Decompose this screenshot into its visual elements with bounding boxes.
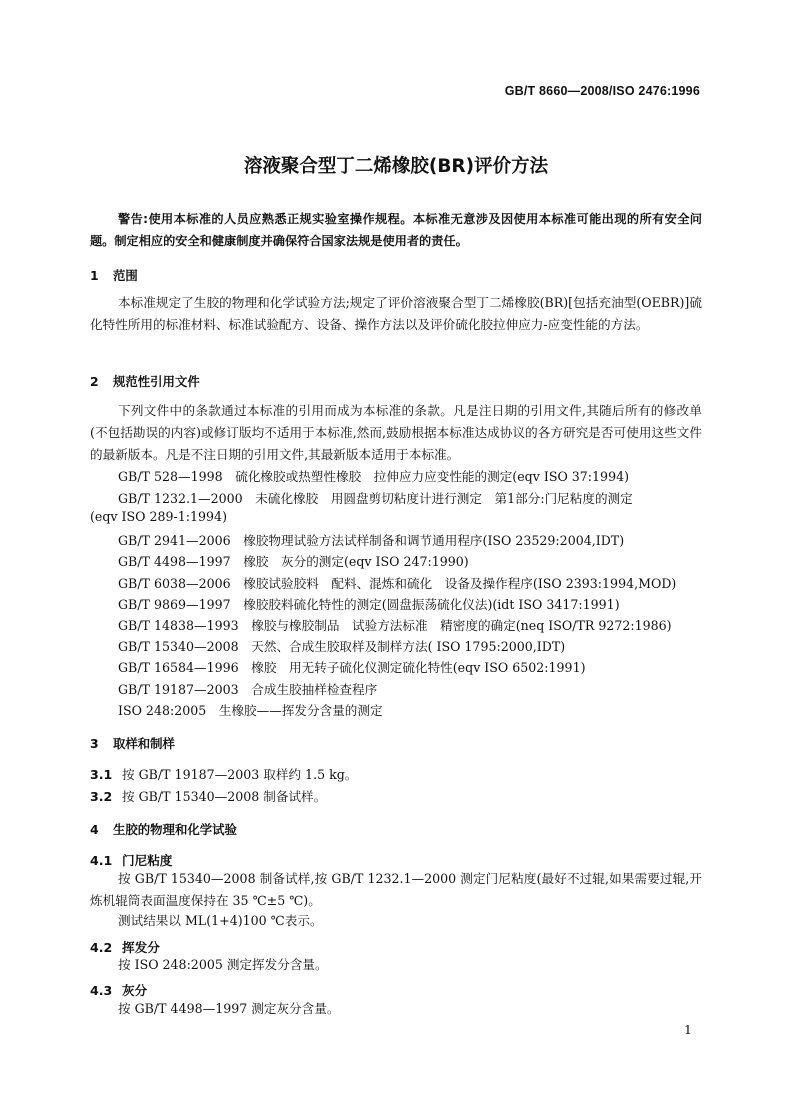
section-number: 4 — [90, 822, 99, 837]
clause-number: 4.2 — [90, 940, 113, 955]
clause-title: 挥发分 — [122, 940, 160, 955]
section-number: 3 — [90, 736, 99, 751]
section-number: 1 — [90, 268, 99, 283]
section-title: 生胶的物理和化学试验 — [113, 822, 237, 837]
reference-item: GB/T 19187—2003 合成生胶抽样检查程序 — [118, 682, 378, 697]
section-4-heading — [90, 820, 237, 838]
safety-warning: 警告:使用本标准的人员应熟悉正规实验室操作规程。本标准无意涉及因使用本标准可能出现的所有安全问题。制定相应的安全和健康制度并确保符合国家法规是使用者的责任。 — [90, 212, 702, 248]
section-title: 取样和制样 — [113, 736, 175, 751]
standard-code-header: GB/T 8660—2008/ISO 2476:1996 — [504, 84, 700, 98]
section-2-heading — [90, 372, 200, 390]
section-number: 2 — [90, 374, 99, 389]
clause-4-3-body: 按 GB/T 4498—1997 测定灰分含量。 — [118, 1001, 340, 1016]
reference-item: GB/T 2941—2006 橡胶物理试验方法试样制备和调节通用程序(ISO 23529:2004,IDT) — [118, 533, 625, 548]
reference-item: GB/T 6038—2006 橡胶试验胶料 配料、混炼和硫化 设备及操作程序(ISO 2393:1994,MOD) — [118, 576, 677, 591]
section-title: 规范性引用文件 — [113, 374, 200, 389]
clause-4-3-heading — [90, 980, 147, 999]
clause-text: 按 GB/T 15340—2008 制备试样。 — [122, 789, 327, 804]
clause-4-1-note: 测试结果以 ML(1+4)100 ℃表示。 — [118, 913, 323, 928]
section-2-body: 下列文件中的条款通过本标准的引用而成为本标准的条款。凡是注日期的引用文件,其随后所有的修改单(不包括勘误的内容)或修订版均不适用于本标准,然而,鼓励根据本标准达成协议的各方研究是否可使用这些文件的最新版本。凡是不注日期的引用文件,其最新版本适用于本标准。 — [90, 403, 702, 462]
section-1-heading — [90, 266, 138, 284]
section-1-body: 本标准规定了生胶的物理和化学试验方法;规定了评价溶液聚合型丁二烯橡胶(BR)[包括充油型(OEBR)]硫化特性所用的标准材料、标准试验配方、设备、操作方法以及评价硫化胶拉伸应力-应变性能的方法。 — [90, 295, 702, 332]
clause-text: 按 GB/T 19187—2003 取样约 1.5 kg。 — [122, 767, 358, 782]
reference-item: GB/T 9869—1997 橡胶胶料硫化特性的测定(圆盘振荡硫化仪法)(idt ISO 3417:1991) — [118, 597, 620, 612]
reference-item: GB/T 528—1998 硫化橡胶或热塑性橡胶 拉伸应力应变性能的测定(eqv ISO 37:1994) — [118, 469, 630, 484]
reference-item: GB/T 4498—1997 橡胶 灰分的测定(eqv ISO 247:1990) — [118, 554, 469, 569]
reference-item-continuation: (eqv ISO 289-1:1994) — [90, 509, 227, 524]
clause-number: 3.1 — [90, 767, 113, 782]
reference-item: GB/T 16584—1996 橡胶 用无转子硫化仪测定硫化特性(eqv ISO 6502:1991) — [118, 660, 586, 675]
clause-3-1 — [90, 764, 357, 783]
clause-number: 3.2 — [90, 789, 113, 804]
reference-item: ISO 248:2005 生橡胶——挥发分含量的测定 — [118, 703, 383, 718]
document-title: 溶液聚合型丁二烯橡胶(BR)评价方法 — [243, 156, 549, 177]
reference-item: GB/T 15340—2008 天然、合成生胶取样及制样方法( ISO 1795:2000,IDT) — [118, 639, 566, 654]
reference-item: GB/T 1232.1—2000 未硫化橡胶 用圆盘剪切粘度计进行测定 第1部分:门尼粘度的测定 — [118, 491, 633, 506]
clause-3-2 — [90, 786, 326, 805]
clause-title: 门尼粘度 — [122, 853, 173, 868]
clause-number: 4.1 — [90, 853, 113, 868]
reference-item: GB/T 14838—1993 橡胶与橡胶制品 试验方法标准 精密度的确定(neq ISO/TR 9272:1986) — [118, 618, 672, 633]
clause-4-1-heading — [90, 850, 172, 869]
clause-number: 4.3 — [90, 983, 113, 998]
section-3-heading — [90, 734, 175, 752]
page-number: 1 — [684, 1022, 692, 1037]
clause-title: 灰分 — [122, 983, 148, 998]
clause-4-1-body: 按 GB/T 15340—2008 制备试样,按 GB/T 1232.1—2000 测定门尼粘度(最好不过辊,如果需要过辊,开炼机辊筒表面温度保持在 35 ℃±5 ℃)。 — [90, 871, 702, 908]
section-title: 范围 — [113, 268, 138, 283]
clause-4-2-body: 按 ISO 248:2005 测定挥发分含量。 — [118, 957, 328, 972]
